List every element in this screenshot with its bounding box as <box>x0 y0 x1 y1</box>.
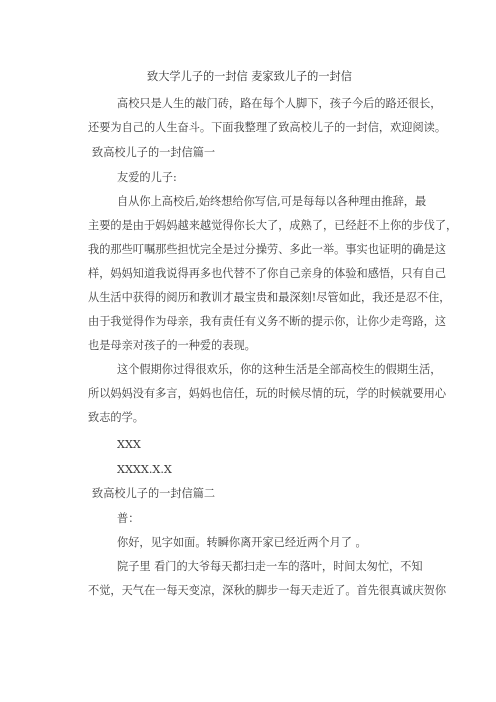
body-line: 院子里 看门的大爷每天都扫走一车的落叶，时间太匆忙，不知 <box>117 560 423 573</box>
letter-2-greeting: 普： <box>117 512 140 525</box>
body-line: 主要的是由于妈妈越来越觉得你长大了，成熟了，已经赶不上你的步伐了， <box>88 219 458 232</box>
body-line: 致志的学。 <box>88 411 144 424</box>
letter-2-heading: 致高校儿子的一封信篇二 <box>92 487 216 500</box>
body-line: 所以妈妈没有多言，妈妈也信任，玩的时候尽情的玩，学的时候就要用心 <box>88 387 447 400</box>
body-line: 由于我觉得作为母亲，我有责任有义务不断的提示你，让你少走弯路，这 <box>88 315 447 328</box>
letter-1-date: XXXX.X.X <box>117 463 172 476</box>
body-line: 这个假期你过得很欢乐，你的这种生活是全部高校生的假期生活， <box>117 363 442 376</box>
letter-1-heading: 致高校儿子的一封信篇一 <box>92 146 216 159</box>
intro-line: 高校只是人生的敲门砖，路在每个人脚下，孩子今后的路还很长， <box>117 97 442 110</box>
intro-line: 还要为自己的人生奋斗。下面我整理了致高校儿子的一封信，欢迎阅读。 <box>88 121 447 134</box>
body-line: 样，妈妈知道我说得再多也代替不了你自己亲身的体验和感悟，只有自己 <box>88 267 447 280</box>
letter-1-signature: XXX <box>117 438 141 451</box>
letter-1-greeting: 友爱的儿子: <box>117 171 177 184</box>
body-line: 不觉，天气在一每天变凉，深秋的脚步一每天走近了。首先很真诚庆贺你 <box>88 584 447 597</box>
body-line: 从生活中获得的阅历和教训才最宝贵和最深刻!尽管如此，我还是忍不住， <box>88 291 451 304</box>
body-line: 你好，见字如面。转瞬你离开家已经近两个月了 。 <box>117 536 367 549</box>
body-line: 我的那些叮嘱那些担忧完全是过分操劳、多此一举。事实也证明的确是这 <box>88 243 447 256</box>
document-title: 致大学儿子的一封信 麦家致儿子的一封信 <box>147 70 352 83</box>
body-line: 也是母亲对孩子的一种爱的表现。 <box>88 339 256 352</box>
body-line: 自从你上高校后,始终想给你写信,可是每每以各种理由推辞，最 <box>117 195 427 208</box>
